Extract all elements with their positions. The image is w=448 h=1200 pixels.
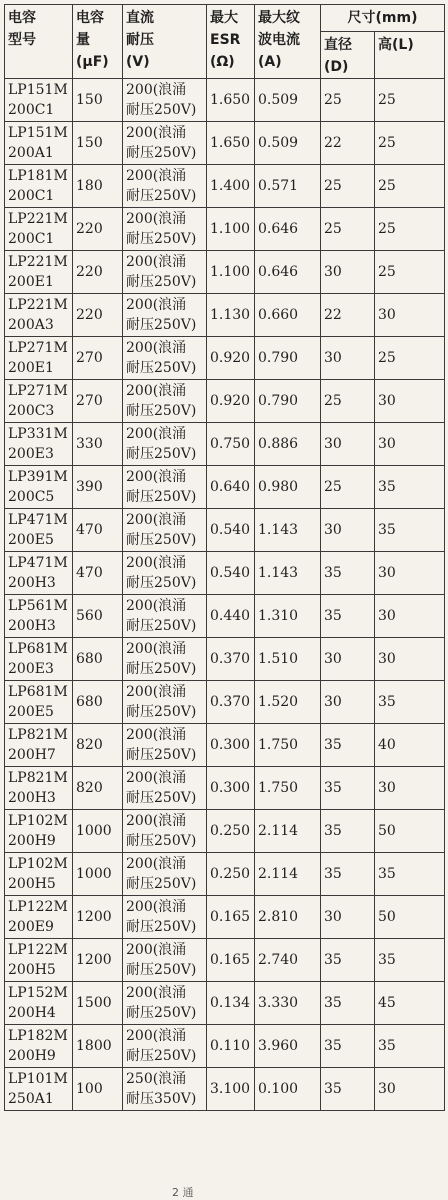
cell-voltage: 200(浪涌 耐压250V) xyxy=(123,79,207,122)
cell-height: 35 xyxy=(375,939,445,982)
table-row xyxy=(5,810,445,853)
cell-voltage: 200(浪涌 耐压250V) xyxy=(123,380,207,423)
cell-diameter: 35 xyxy=(321,982,375,1025)
cell-height: 25 xyxy=(375,251,445,294)
cell-diameter: 35 xyxy=(321,724,375,767)
cell-esr: 0.250 xyxy=(207,810,255,853)
cell-voltage: 200(浪涌 耐压250V) xyxy=(123,122,207,165)
cell-ripple: 2.740 xyxy=(255,939,321,982)
header-esr: 最大 ESR (Ω) xyxy=(207,5,255,79)
table-row xyxy=(5,767,445,810)
cell-ripple: 1.750 xyxy=(255,767,321,810)
cell-capacitance: 470 xyxy=(73,552,123,595)
cell-model: LP122M 200H5 xyxy=(5,939,73,982)
cell-height: 30 xyxy=(375,294,445,337)
cell-capacitance: 220 xyxy=(73,251,123,294)
cell-voltage: 200(浪涌 耐压250V) xyxy=(123,638,207,681)
cell-capacitance: 390 xyxy=(73,466,123,509)
cell-diameter: 30 xyxy=(321,423,375,466)
cell-height: 25 xyxy=(375,337,445,380)
cell-diameter: 25 xyxy=(321,466,375,509)
cell-model: LP271M 200E1 xyxy=(5,337,73,380)
cell-voltage: 200(浪涌 耐压250V) xyxy=(123,165,207,208)
cell-capacitance: 330 xyxy=(73,423,123,466)
cell-ripple: 0.886 xyxy=(255,423,321,466)
cell-ripple: 2.114 xyxy=(255,810,321,853)
cell-capacitance: 270 xyxy=(73,337,123,380)
cell-model: LP122M 200E9 xyxy=(5,896,73,939)
cell-voltage: 200(浪涌 耐压250V) xyxy=(123,939,207,982)
cell-voltage: 200(浪涌 耐压250V) xyxy=(123,466,207,509)
cell-diameter: 30 xyxy=(321,509,375,552)
cell-diameter: 30 xyxy=(321,251,375,294)
cell-ripple: 1.310 xyxy=(255,595,321,638)
cell-esr: 0.250 xyxy=(207,853,255,896)
cell-capacitance: 820 xyxy=(73,767,123,810)
cell-esr: 1.100 xyxy=(207,208,255,251)
cell-height: 35 xyxy=(375,681,445,724)
cell-voltage: 200(浪涌 耐压250V) xyxy=(123,1025,207,1068)
cell-voltage: 200(浪涌 耐压250V) xyxy=(123,294,207,337)
cell-model: LP391M 200C5 xyxy=(5,466,73,509)
cell-capacitance: 150 xyxy=(73,122,123,165)
cell-esr: 0.370 xyxy=(207,638,255,681)
cell-model: LP181M 200C1 xyxy=(5,165,73,208)
cell-height: 25 xyxy=(375,165,445,208)
cell-model: LP331M 200E3 xyxy=(5,423,73,466)
cell-ripple: 0.646 xyxy=(255,208,321,251)
cell-ripple: 1.520 xyxy=(255,681,321,724)
cell-diameter: 22 xyxy=(321,122,375,165)
cell-capacitance: 1000 xyxy=(73,853,123,896)
cell-esr: 0.110 xyxy=(207,1025,255,1068)
cell-esr: 0.920 xyxy=(207,337,255,380)
cell-diameter: 30 xyxy=(321,638,375,681)
cell-model: LP271M 200C3 xyxy=(5,380,73,423)
cell-model: LP102M 200H5 xyxy=(5,853,73,896)
cell-height: 45 xyxy=(375,982,445,1025)
cell-esr: 3.100 xyxy=(207,1068,255,1111)
header-height: 高(L) xyxy=(375,32,445,79)
table-row xyxy=(5,79,445,122)
cell-height: 35 xyxy=(375,1025,445,1068)
cell-diameter: 25 xyxy=(321,79,375,122)
cell-model: LP102M 200H9 xyxy=(5,810,73,853)
header-size: 尺寸(mm) xyxy=(321,5,445,32)
cell-ripple: 1.143 xyxy=(255,509,321,552)
table-row xyxy=(5,1068,445,1111)
cell-capacitance: 1200 xyxy=(73,896,123,939)
cell-height: 30 xyxy=(375,1068,445,1111)
cell-capacitance: 1000 xyxy=(73,810,123,853)
cell-height: 35 xyxy=(375,853,445,896)
cell-capacitance: 1200 xyxy=(73,939,123,982)
cell-ripple: 3.330 xyxy=(255,982,321,1025)
cell-diameter: 35 xyxy=(321,1025,375,1068)
cell-height: 35 xyxy=(375,509,445,552)
cell-ripple: 0.509 xyxy=(255,79,321,122)
cell-height: 25 xyxy=(375,122,445,165)
cell-model: LP152M 200H4 xyxy=(5,982,73,1025)
cell-voltage: 200(浪涌 耐压250V) xyxy=(123,423,207,466)
cell-diameter: 35 xyxy=(321,595,375,638)
cell-height: 30 xyxy=(375,767,445,810)
table-row xyxy=(5,896,445,939)
cell-capacitance: 680 xyxy=(73,638,123,681)
cell-height: 30 xyxy=(375,552,445,595)
cell-ripple: 0.100 xyxy=(255,1068,321,1111)
cell-esr: 0.165 xyxy=(207,939,255,982)
cell-capacitance: 270 xyxy=(73,380,123,423)
cell-diameter: 25 xyxy=(321,208,375,251)
table-row xyxy=(5,552,445,595)
cell-capacitance: 560 xyxy=(73,595,123,638)
cell-esr: 0.165 xyxy=(207,896,255,939)
cell-diameter: 25 xyxy=(321,165,375,208)
cell-esr: 0.300 xyxy=(207,724,255,767)
cell-diameter: 30 xyxy=(321,337,375,380)
cell-height: 25 xyxy=(375,79,445,122)
cell-model: LP471M 200E5 xyxy=(5,509,73,552)
cell-height: 40 xyxy=(375,724,445,767)
table-row xyxy=(5,466,445,509)
cell-capacitance: 220 xyxy=(73,294,123,337)
cell-height: 50 xyxy=(375,896,445,939)
cell-voltage: 250(浪涌 耐压350V) xyxy=(123,1068,207,1111)
cell-model: LP471M 200H3 xyxy=(5,552,73,595)
cell-voltage: 200(浪涌 耐压250V) xyxy=(123,896,207,939)
cell-ripple: 0.509 xyxy=(255,122,321,165)
cell-voltage: 200(浪涌 耐压250V) xyxy=(123,810,207,853)
cell-esr: 1.400 xyxy=(207,165,255,208)
cell-ripple: 0.790 xyxy=(255,337,321,380)
cell-capacitance: 100 xyxy=(73,1068,123,1111)
cell-diameter: 25 xyxy=(321,380,375,423)
cell-esr: 0.440 xyxy=(207,595,255,638)
cell-voltage: 200(浪涌 耐压250V) xyxy=(123,982,207,1025)
cell-ripple: 2.810 xyxy=(255,896,321,939)
cell-model: LP151M 200C1 xyxy=(5,79,73,122)
cell-diameter: 35 xyxy=(321,767,375,810)
cell-capacitance: 150 xyxy=(73,79,123,122)
cell-esr: 0.640 xyxy=(207,466,255,509)
table-row xyxy=(5,423,445,466)
cell-ripple: 1.143 xyxy=(255,552,321,595)
cell-model: LP681M 200E5 xyxy=(5,681,73,724)
cell-diameter: 30 xyxy=(321,681,375,724)
header-voltage: 直流 耐压 (V) xyxy=(123,5,207,79)
cell-voltage: 200(浪涌 耐压250V) xyxy=(123,552,207,595)
cell-ripple: 0.571 xyxy=(255,165,321,208)
cell-height: 50 xyxy=(375,810,445,853)
cell-capacitance: 180 xyxy=(73,165,123,208)
cell-ripple: 2.114 xyxy=(255,853,321,896)
cell-capacitance: 220 xyxy=(73,208,123,251)
cell-model: LP101M 250A1 xyxy=(5,1068,73,1111)
cell-model: LP821M 200H7 xyxy=(5,724,73,767)
header-capacitance: 电容 量 (μF) xyxy=(73,5,123,79)
cell-diameter: 35 xyxy=(321,552,375,595)
cell-capacitance: 680 xyxy=(73,681,123,724)
cell-diameter: 30 xyxy=(321,896,375,939)
table-row xyxy=(5,122,445,165)
cell-model: LP221M 200E1 xyxy=(5,251,73,294)
cell-esr: 0.540 xyxy=(207,509,255,552)
cell-model: LP821M 200H3 xyxy=(5,767,73,810)
cell-voltage: 200(浪涌 耐压250V) xyxy=(123,208,207,251)
cell-model: LP221M 200A3 xyxy=(5,294,73,337)
table-row xyxy=(5,337,445,380)
page-footer-fragment: 2 通 xyxy=(172,1186,194,1199)
cell-ripple: 1.510 xyxy=(255,638,321,681)
cell-esr: 0.750 xyxy=(207,423,255,466)
cell-height: 35 xyxy=(375,466,445,509)
header-ripple: 最大纹 波电流 (A) xyxy=(255,5,321,79)
cell-height: 25 xyxy=(375,208,445,251)
cell-model: LP561M 200H3 xyxy=(5,595,73,638)
cell-model: LP221M 200C1 xyxy=(5,208,73,251)
cell-ripple: 0.790 xyxy=(255,380,321,423)
header-model: 电容 型号 xyxy=(5,5,73,79)
table-row xyxy=(5,509,445,552)
cell-esr: 1.650 xyxy=(207,79,255,122)
cell-diameter: 22 xyxy=(321,294,375,337)
cell-esr: 0.370 xyxy=(207,681,255,724)
cell-diameter: 35 xyxy=(321,1068,375,1111)
cell-height: 30 xyxy=(375,423,445,466)
cell-esr: 1.650 xyxy=(207,122,255,165)
table-row xyxy=(5,939,445,982)
cell-voltage: 200(浪涌 耐压250V) xyxy=(123,724,207,767)
cell-esr: 0.134 xyxy=(207,982,255,1025)
cell-voltage: 200(浪涌 耐压250V) xyxy=(123,595,207,638)
cell-diameter: 35 xyxy=(321,810,375,853)
table-row xyxy=(5,251,445,294)
cell-ripple: 0.646 xyxy=(255,251,321,294)
table-row xyxy=(5,165,445,208)
cell-capacitance: 820 xyxy=(73,724,123,767)
table-row xyxy=(5,982,445,1025)
header-diameter: 直径 (D) xyxy=(321,32,375,79)
cell-esr: 0.300 xyxy=(207,767,255,810)
cell-diameter: 35 xyxy=(321,939,375,982)
cell-model: LP681M 200E3 xyxy=(5,638,73,681)
cell-capacitance: 1500 xyxy=(73,982,123,1025)
cell-height: 30 xyxy=(375,638,445,681)
cell-voltage: 200(浪涌 耐压250V) xyxy=(123,337,207,380)
cell-esr: 0.540 xyxy=(207,552,255,595)
cell-capacitance: 1800 xyxy=(73,1025,123,1068)
cell-height: 30 xyxy=(375,380,445,423)
table-row xyxy=(5,380,445,423)
table-row xyxy=(5,853,445,896)
cell-voltage: 200(浪涌 耐压250V) xyxy=(123,853,207,896)
table-header-row xyxy=(5,5,445,32)
table-row xyxy=(5,208,445,251)
cell-ripple: 1.750 xyxy=(255,724,321,767)
table-row xyxy=(5,595,445,638)
table-row xyxy=(5,294,445,337)
cell-voltage: 200(浪涌 耐压250V) xyxy=(123,509,207,552)
cell-voltage: 200(浪涌 耐压250V) xyxy=(123,251,207,294)
cell-model: LP151M 200A1 xyxy=(5,122,73,165)
table-row xyxy=(5,1025,445,1068)
cell-height: 30 xyxy=(375,595,445,638)
cell-esr: 0.920 xyxy=(207,380,255,423)
table-body xyxy=(5,79,445,1111)
cell-model: LP182M 200H9 xyxy=(5,1025,73,1068)
table-row xyxy=(5,638,445,681)
cell-esr: 1.100 xyxy=(207,251,255,294)
cell-voltage: 200(浪涌 耐压250V) xyxy=(123,767,207,810)
cell-ripple: 0.660 xyxy=(255,294,321,337)
cell-ripple: 0.980 xyxy=(255,466,321,509)
table-row xyxy=(5,681,445,724)
cell-voltage: 200(浪涌 耐压250V) xyxy=(123,681,207,724)
table-row xyxy=(5,724,445,767)
cell-capacitance: 470 xyxy=(73,509,123,552)
capacitor-spec-table xyxy=(4,4,445,1111)
cell-esr: 1.130 xyxy=(207,294,255,337)
cell-diameter: 35 xyxy=(321,853,375,896)
cell-ripple: 3.960 xyxy=(255,1025,321,1068)
